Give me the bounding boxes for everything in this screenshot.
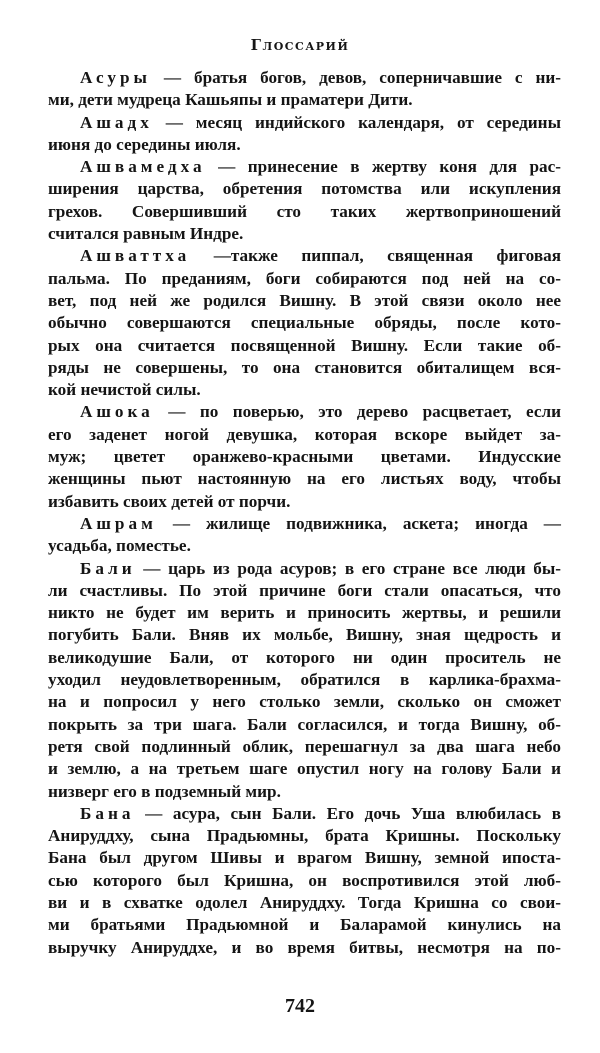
entry-first-line <box>48 112 561 134</box>
glossary-entry <box>48 245 561 401</box>
entry-line-text: —также пиппал, священная фиговая <box>213 246 561 266</box>
running-header: Глоссарий <box>250 36 350 54</box>
entry-line <box>48 937 561 959</box>
entry-line <box>48 914 561 936</box>
entry-line <box>48 268 561 290</box>
entry-line-text: кой нечистой силы. <box>48 380 201 400</box>
entry-line-text: его заденет ногой девушка, которая вскоре выйдет за- <box>48 424 561 444</box>
glossary-entry <box>48 156 561 245</box>
entry-line-text: никто не будет им верить и приносить жертвы, и решили <box>48 603 561 623</box>
entry-line <box>48 491 561 513</box>
entry-line <box>48 312 561 334</box>
glossary-entry <box>48 513 561 558</box>
entry-line <box>48 892 561 914</box>
entry-line-text: обычно совершаются специальные обряды, после кото- <box>48 313 561 333</box>
entry-line-text: вет, под ней же родился Вишну. В этой связи около нее <box>48 290 561 310</box>
entry-line <box>48 669 561 691</box>
entry-line-text: — по поверью, это дерево расцветает, если <box>168 402 561 422</box>
glossary-entry <box>48 803 561 959</box>
entry-line-text: рых она считается посвященной Вишну. Если такие об- <box>48 335 561 355</box>
entry-line <box>48 134 561 156</box>
entry-line <box>48 580 561 602</box>
entry-term: Ашрам <box>80 513 157 533</box>
page-number: 742 <box>285 995 315 1017</box>
entry-line <box>48 825 561 847</box>
entry-line-text: покрыть за три шага. Бали согласился, и тогда Вишну, об- <box>48 714 561 734</box>
entry-line <box>48 870 561 892</box>
entry-line-text: — принесение в жертву коня для рас- <box>218 157 561 177</box>
entry-line-text: ли счастливы. По этой причине боги стали опасаться, что <box>48 580 561 600</box>
entry-line-text: ряды не совершены, то она становится обиталищем вся- <box>48 357 561 377</box>
entry-line-text: Бана был другом Шивы и врагом Вишну, земной ипоста- <box>48 848 561 868</box>
glossary-text <box>48 67 561 959</box>
entry-line-text: избавить своих детей от порчи. <box>48 491 291 511</box>
entry-line <box>48 736 561 758</box>
entry-term: Асуры <box>80 68 151 87</box>
entry-line <box>48 758 561 780</box>
entry-line-text: считался равным Индре. <box>48 224 244 244</box>
entry-line <box>48 647 561 669</box>
entry-term: Бана <box>80 803 135 823</box>
entry-line-text: — братья богов, девов, соперничавшие с ни- <box>163 68 561 87</box>
entry-line <box>48 178 561 200</box>
glossary-entry <box>48 112 561 157</box>
entry-line <box>48 446 561 468</box>
entry-first-line <box>48 156 561 178</box>
entry-line <box>48 223 561 245</box>
entry-line-text: пальма. По преданиям, боги собираются под ней на со- <box>48 268 561 288</box>
entry-line-text: муж; цветет оранжево-красными цветами. Индусские <box>48 447 561 467</box>
entry-line <box>48 602 561 624</box>
entry-line <box>48 714 561 736</box>
entry-line-text: низверг его в подземный мир. <box>48 781 281 801</box>
entry-line-text: грехов. Совершивший сто таких жертвоприношений <box>48 201 561 221</box>
glossary-entry <box>48 558 561 803</box>
entry-first-line <box>48 803 561 825</box>
entry-line-text: — асура, сын Бали. Его дочь Уша влюбилась в <box>145 803 561 823</box>
entry-line-text: ретя свой подлинный облик, перешагнул за два шага небо <box>48 736 561 756</box>
entry-line-text: сью которого был Кришна, он воспротивился этой люб- <box>48 870 561 890</box>
glossary-entry <box>48 401 561 512</box>
entry-line-text: на и попросил у него столько земли, сколько он сможет <box>48 692 561 712</box>
glossary-entry <box>48 67 561 112</box>
entry-line <box>48 357 561 379</box>
entry-line-text: ми братьями Прадьюмной и Баларамой кинулись на <box>48 915 561 935</box>
entry-term: Бали <box>80 558 136 578</box>
entry-line <box>48 424 561 446</box>
entry-first-line <box>48 513 561 535</box>
entry-line-text: женщины пьют настоянную на его листьях воду, чтобы <box>48 469 561 489</box>
entry-first-line <box>48 558 561 580</box>
entry-line-text: — жилище подвижника, аскета; иногда — <box>172 513 561 533</box>
entry-term: Ашваттха <box>80 246 191 266</box>
entry-line-text: ви и в схватке одолел Анируддху. Тогда Кришна со свои- <box>48 892 561 912</box>
entry-line <box>48 201 561 223</box>
entry-line-text: уходил неудовлетворенным, обратился в карлика-брахма- <box>48 670 561 690</box>
entry-line-text: — месяц индийского календаря, от середины <box>165 112 562 132</box>
entry-first-line <box>48 67 561 89</box>
entry-line-text: ми, дети мудреца Кашьяпы и праматери Дити. <box>48 90 413 110</box>
entry-line <box>48 691 561 713</box>
entry-line-text: — царь из рода асуров; в его стране все люди бы- <box>143 558 562 578</box>
entry-line-text: великодушие Бали, от которого ни один проситель не <box>48 647 561 667</box>
entry-line <box>48 624 561 646</box>
entry-term: Ашвамедха <box>80 157 206 177</box>
entry-term: Ашадх <box>80 112 153 132</box>
entry-first-line <box>48 401 561 423</box>
entry-first-line <box>48 245 561 267</box>
entry-line <box>48 335 561 357</box>
entry-line <box>48 89 561 111</box>
entry-line-text: усадьба, поместье. <box>48 536 191 556</box>
entry-line <box>48 781 561 803</box>
entry-line-text: ширения царства, обретения потомства или искупления <box>48 179 561 199</box>
entry-line <box>48 290 561 312</box>
entry-line-text: выручку Анируддхе, и во время битвы, несмотря на по- <box>48 937 561 957</box>
entry-line-text: погубить Бали. Вняв их мольбе, Вишну, зная щедрость и <box>48 625 561 645</box>
entry-line <box>48 468 561 490</box>
entry-term: Ашока <box>80 402 154 422</box>
entry-line-text: Анируддху, сына Прадьюмны, брата Кришны. Поскольку <box>48 826 561 846</box>
entry-line-text: июня до середины июля. <box>48 134 241 154</box>
entry-line <box>48 847 561 869</box>
entry-line <box>48 535 561 557</box>
entry-line <box>48 379 561 401</box>
entry-line-text: и землю, а на третьем шаге опустил ногу на голову Бали и <box>48 759 561 779</box>
